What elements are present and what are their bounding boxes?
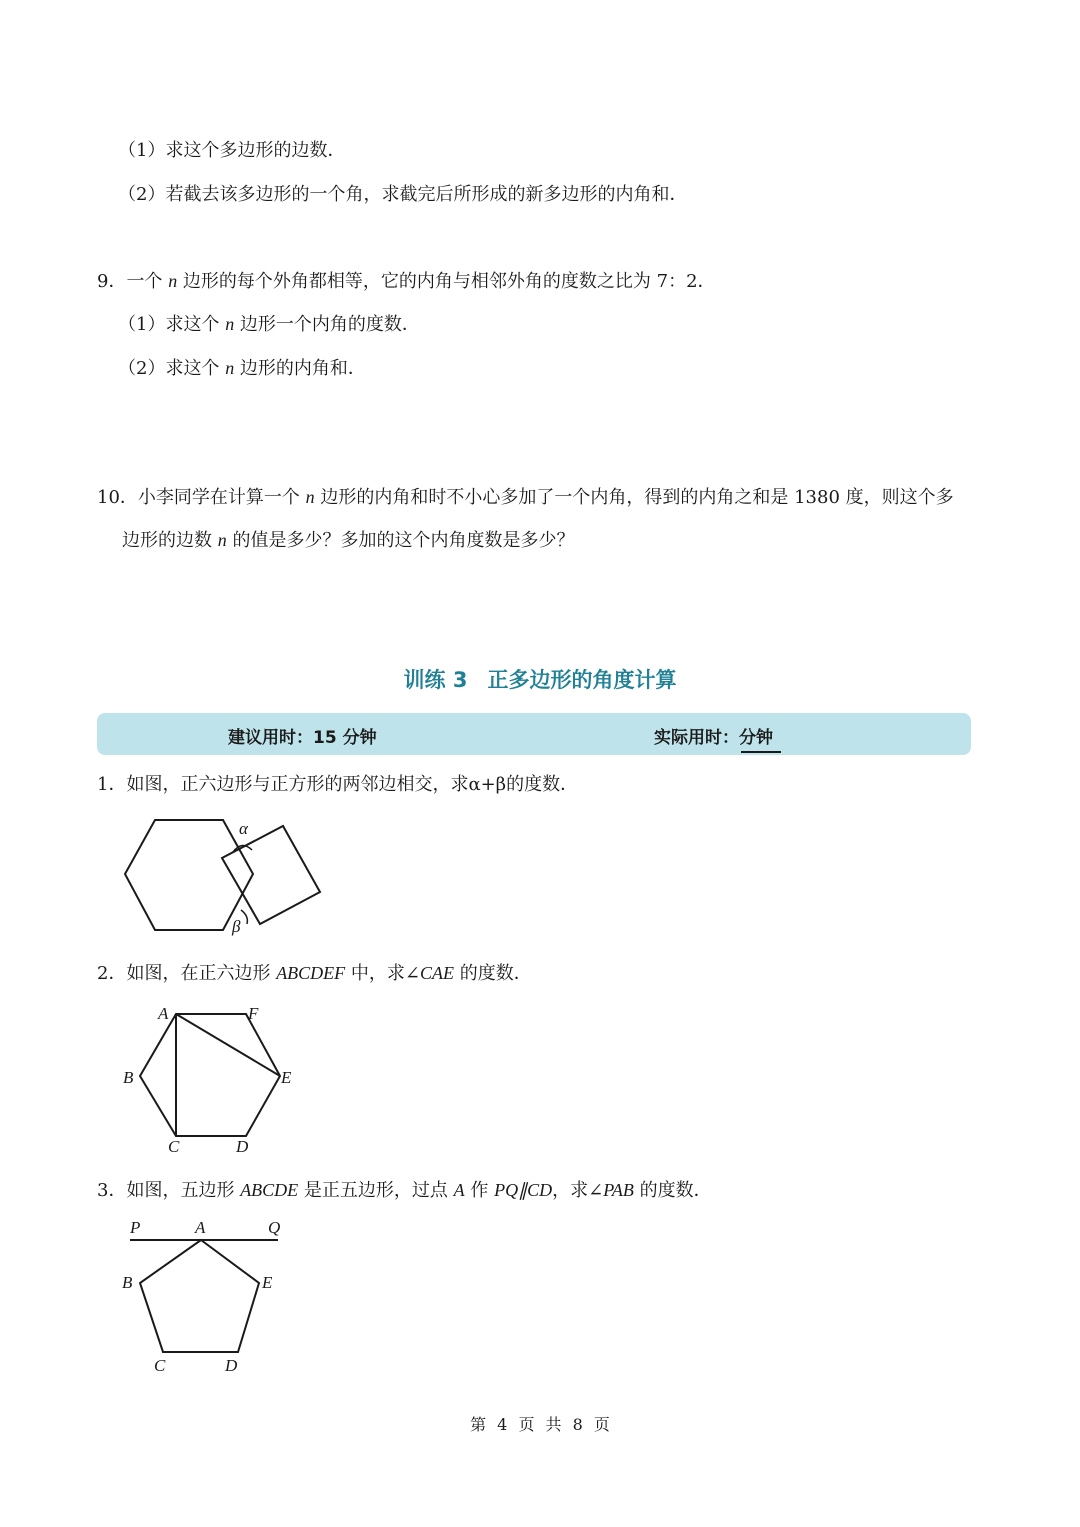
hexagon-square-figure bbox=[115, 812, 330, 942]
q9-stem: 9．一个 n 边形的每个外角都相等，它的内角与相邻外角的度数之比为 7：2． bbox=[97, 271, 716, 292]
label-C: C bbox=[154, 1356, 166, 1375]
label-E: E bbox=[281, 1068, 292, 1087]
page-footer: 第 4 页 共 8 页 bbox=[470, 1415, 610, 1434]
q8-part2: （2）若截去该多边形的一个角，求截完后所形成的新多边形的内角和． bbox=[118, 184, 688, 205]
label-A: A bbox=[158, 1004, 169, 1023]
q10-line1: 10．小李同学在计算一个 n 边形的内角和时不小心多加了一个内角，得到的内角之和是 1380 度，则这个多 bbox=[97, 487, 954, 508]
segment-ae bbox=[176, 1014, 280, 1076]
label-P: P bbox=[130, 1218, 141, 1237]
alpha-label: α bbox=[239, 819, 248, 838]
section-label: 训练 3 bbox=[403, 668, 468, 692]
q9-part1: （1）求这个 n 边形一个内角的度数． bbox=[118, 314, 420, 335]
label-C: C bbox=[168, 1137, 180, 1156]
hexagon-shape bbox=[125, 820, 253, 930]
actual-time-blank bbox=[741, 733, 781, 753]
suggested-time: 建议用时：15 分钟 bbox=[228, 728, 377, 748]
label-D: D bbox=[225, 1356, 238, 1375]
time-bar bbox=[97, 713, 971, 755]
hexagon-abcdef-shape bbox=[140, 1014, 280, 1136]
square-shape bbox=[222, 826, 320, 924]
label-B: B bbox=[123, 1068, 134, 1087]
pentagon-shape bbox=[140, 1240, 259, 1352]
label-E: E bbox=[262, 1273, 273, 1292]
p3-text: 3．如图，五边形 ABCDE 是正五边形，过点 A 作 PQ∥CD，求∠PAB 的度数． bbox=[97, 1180, 712, 1201]
beta-label: β bbox=[232, 917, 241, 936]
q10-line2: 边形的边数 n 的值是多少？多加的这个内角度数是多少？ bbox=[122, 530, 575, 551]
label-B: B bbox=[122, 1273, 133, 1292]
beta-arc bbox=[241, 910, 247, 924]
section-name: 正多边形的角度计算 bbox=[487, 668, 677, 692]
pentagon-figure bbox=[118, 1215, 298, 1380]
p2-text: 2．如图，在正六边形 ABCDEF 中，求∠CAE 的度数． bbox=[97, 963, 532, 984]
actual-time: 实际用时： 分钟 bbox=[654, 723, 773, 748]
q8-part1: （1）求这个多边形的边数． bbox=[118, 140, 346, 161]
section-title bbox=[0, 664, 1080, 694]
label-F: F bbox=[248, 1004, 259, 1023]
label-Q: Q bbox=[268, 1218, 281, 1237]
hexagon-abcdef-figure bbox=[118, 1000, 308, 1160]
q9-part2: （2）求这个 n 边形的内角和． bbox=[118, 358, 366, 379]
label-A: A bbox=[195, 1218, 206, 1237]
q9-number: 9． bbox=[97, 271, 127, 292]
q10-number: 10． bbox=[97, 487, 138, 508]
label-D: D bbox=[236, 1137, 249, 1156]
p1-text: 1．如图，正六边形与正方形的两邻边相交，求α+β的度数． bbox=[97, 774, 579, 795]
